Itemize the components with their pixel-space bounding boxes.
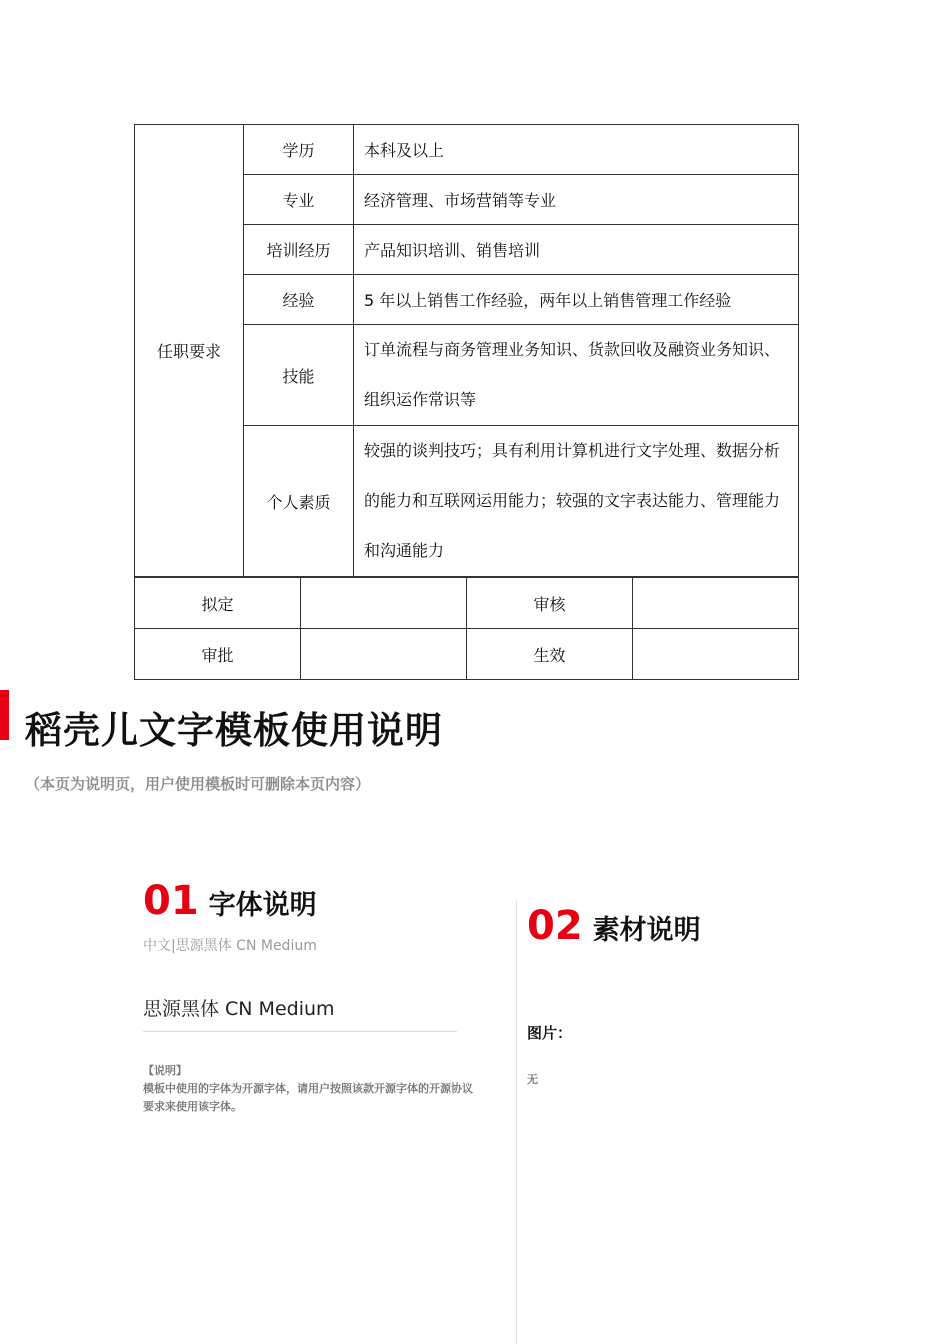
experience-label: 经验 <box>244 275 354 325</box>
personal-quality-label: 个人素质 <box>244 426 354 577</box>
skills-label: 技能 <box>244 325 354 426</box>
draft-label: 拟定 <box>135 578 301 629</box>
font-section-number: 01 <box>143 878 199 924</box>
major-label: 专业 <box>244 175 354 225</box>
education-value: 本科及以上 <box>354 125 799 175</box>
training-value: 产品知识培训、销售培训 <box>354 225 799 275</box>
font-section-header <box>143 878 317 924</box>
note-heading: 【说明】 <box>143 1064 187 1077</box>
instructions-subtitle: （本页为说明页，用户使用模板时可删除本页内容） <box>25 775 371 793</box>
font-section-title: 字体说明 <box>208 890 317 921</box>
font-underline <box>143 1031 457 1032</box>
approve-field[interactable] <box>301 629 467 680</box>
image-value: 无 <box>527 1073 538 1086</box>
material-section-title: 素材说明 <box>592 915 701 946</box>
material-section-header <box>527 903 701 949</box>
instructions-title: 稻壳儿文字模板使用说明 <box>25 709 443 752</box>
font-name: 思源黑体 CN Medium <box>143 998 335 1020</box>
section-divider <box>516 900 517 1344</box>
material-section-number: 02 <box>527 903 583 949</box>
approve-label: 审批 <box>135 629 301 680</box>
font-subtitle: 中文|思源黑体 CN Medium <box>143 938 317 954</box>
major-value: 经济管理、市场营销等专业 <box>354 175 799 225</box>
title-accent-bar <box>0 690 9 740</box>
requirements-table <box>134 124 799 577</box>
training-label: 培训经历 <box>244 225 354 275</box>
effective-field[interactable] <box>633 629 799 680</box>
image-label: 图片： <box>527 1024 573 1042</box>
review-field[interactable] <box>633 578 799 629</box>
education-label: 学历 <box>244 125 354 175</box>
experience-value: 5 年以上销售工作经验，两年以上销售管理工作经验 <box>354 275 799 325</box>
requirements-group-label: 任职要求 <box>135 125 244 577</box>
effective-label: 生效 <box>467 629 633 680</box>
draft-field[interactable] <box>301 578 467 629</box>
skills-value: 订单流程与商务管理业务知识、货款回收及融资业务知识、组织运作常识等 <box>354 325 799 426</box>
personal-quality-value: 较强的谈判技巧；具有利用计算机进行文字处理、数据分析的能力和互联网运用能力；较强的文字表达能力、管理能力和沟通能力 <box>354 426 799 577</box>
review-label: 审核 <box>467 578 633 629</box>
note-body: 模板中使用的字体为开源字体，请用户按照该款开源字体的开源协议要求来使用该字体。 <box>143 1082 473 1113</box>
signoff-table <box>134 577 799 680</box>
